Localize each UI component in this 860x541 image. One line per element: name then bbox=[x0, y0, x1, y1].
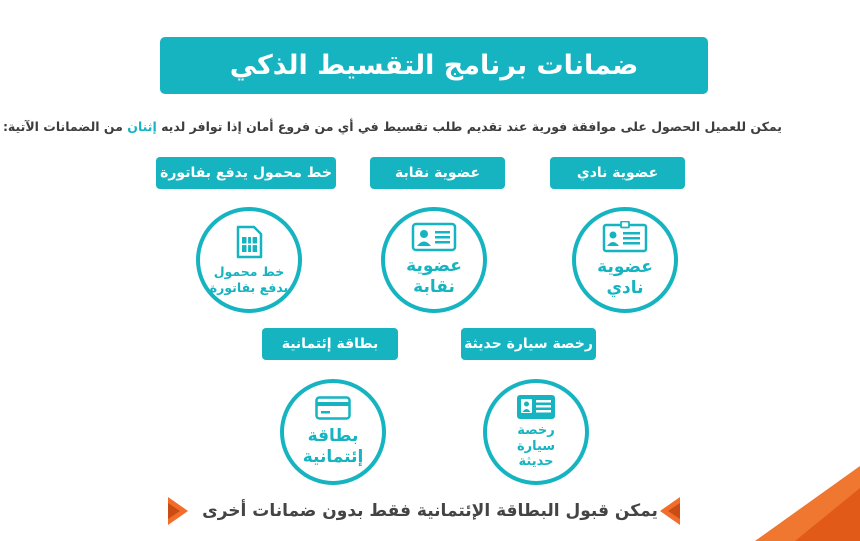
circle-mobile-label: خط محمول يدفع بفاتورة bbox=[209, 263, 289, 295]
intro-after: من الضمانات الآتية: bbox=[2, 119, 123, 134]
circle-club-membership bbox=[572, 207, 678, 313]
pill-union-membership: عضوية نقابة bbox=[370, 157, 505, 189]
id-card-icon bbox=[602, 221, 648, 253]
circle-credit-card bbox=[280, 379, 386, 485]
intro-text bbox=[2, 119, 782, 134]
license-icon bbox=[516, 394, 556, 420]
pill-mobile-line: خط محمول يدفع بفاتورة bbox=[156, 157, 336, 189]
intro-before: يمكن للعميل الحصول على موافقة فورية عند تقديم طلب تقسيط في أي من فروع أمان إذا توافر لديه bbox=[161, 119, 782, 134]
pill-car-license: رخصة سيارة حديثة bbox=[461, 328, 596, 360]
circle-union-label: عضوية نقابة bbox=[406, 255, 462, 297]
arrow-left-icon bbox=[659, 496, 681, 526]
intro-highlight: إثنان bbox=[127, 119, 157, 134]
arrow-right-icon bbox=[167, 496, 189, 526]
corner-decoration-icon bbox=[755, 466, 860, 541]
circle-credit-label: بطاقة إئتمانية bbox=[302, 425, 364, 467]
id-card-icon bbox=[411, 222, 457, 252]
circle-club-label: عضوية نادي bbox=[597, 256, 653, 298]
circle-car-license bbox=[483, 379, 589, 485]
circle-license-label: رخصة سيارة حديثة bbox=[516, 423, 556, 470]
pill-credit-card: بطاقة إئتمانية bbox=[262, 328, 398, 360]
pill-club-membership: عضوية نادي bbox=[550, 157, 685, 189]
page-title: ضمانات برنامج التقسيط الذكي bbox=[160, 37, 708, 94]
circle-mobile-line bbox=[196, 207, 302, 313]
circle-union-membership bbox=[381, 207, 487, 313]
sim-card-icon bbox=[234, 225, 264, 259]
footer-note: يمكن قبول البطاقة الإئتمانية فقط بدون ضمانات أخرى bbox=[202, 501, 658, 521]
credit-card-icon bbox=[315, 396, 351, 420]
